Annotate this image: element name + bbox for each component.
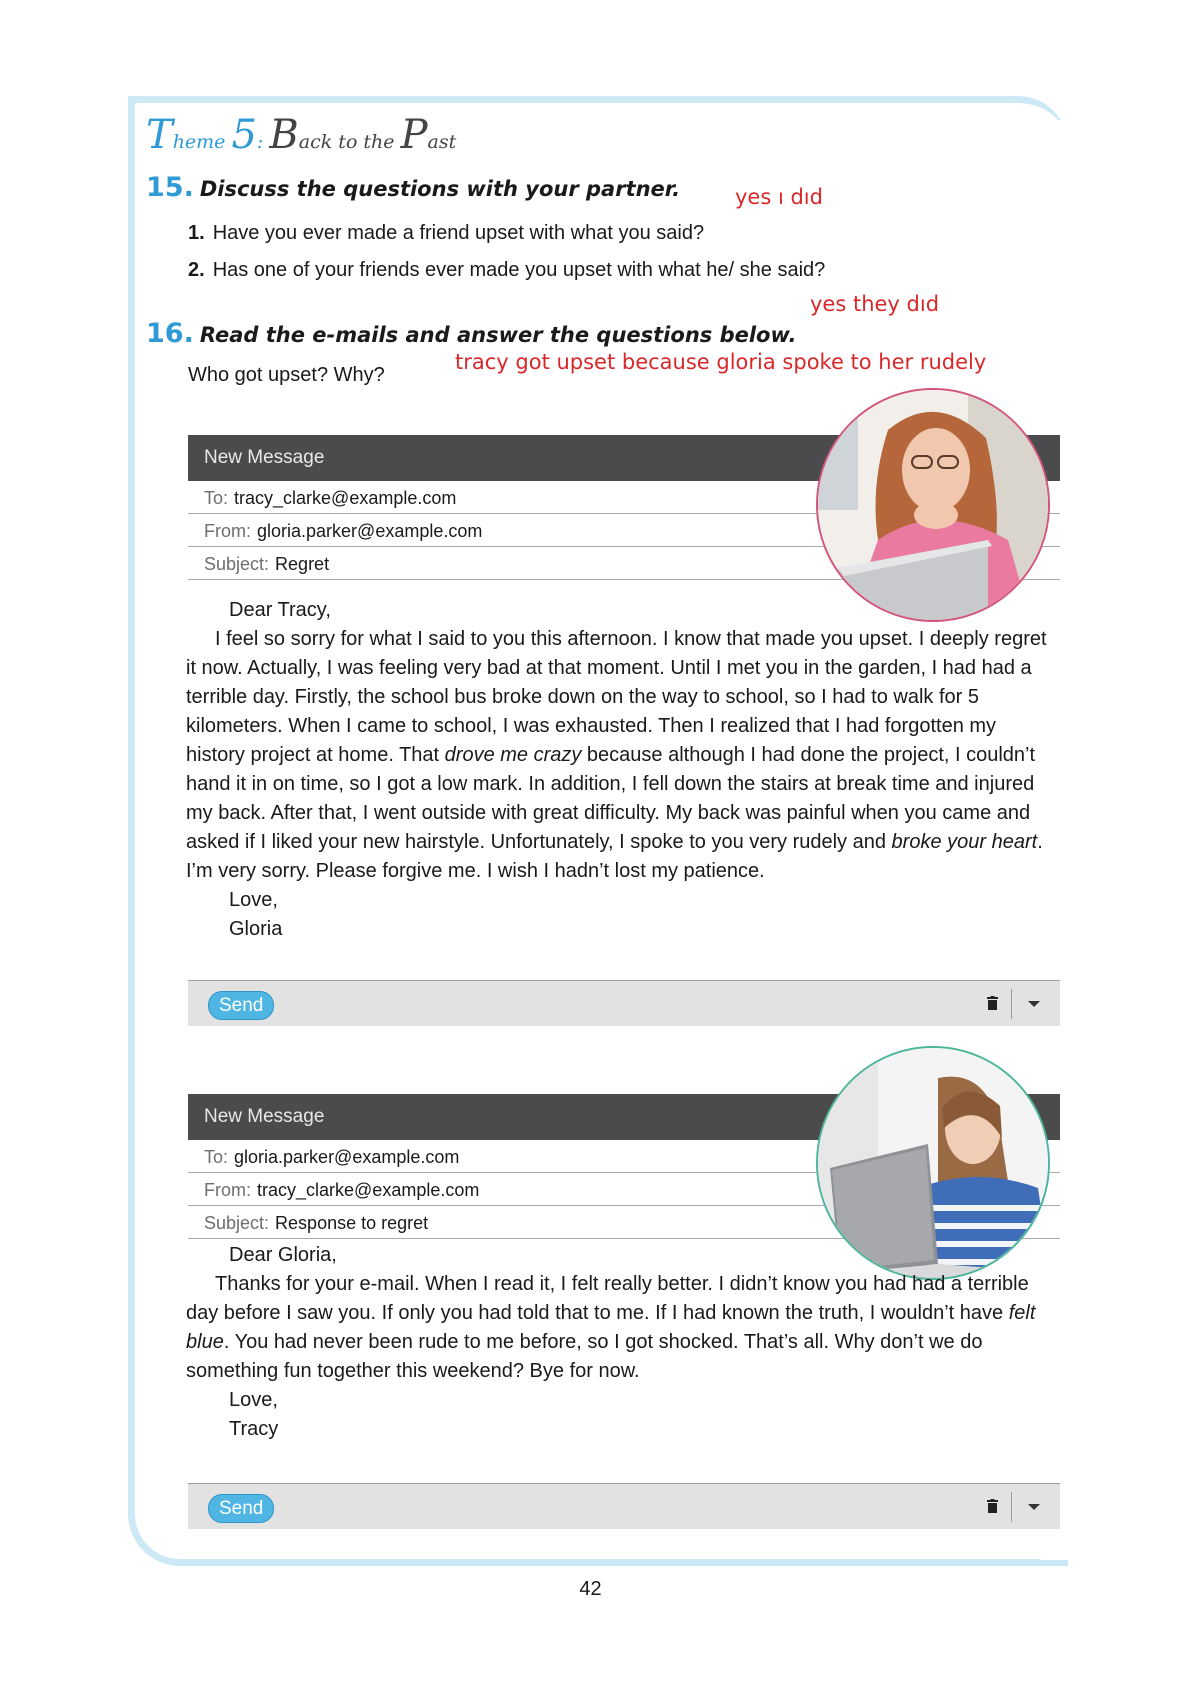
trash-icon[interactable] <box>987 1499 998 1513</box>
email-1-greeting: Dear Tracy, <box>229 599 331 621</box>
email-2-send-bar <box>188 1483 1060 1529</box>
question-15-item: 1. Have you ever made a friend upset with what you said? <box>188 222 705 244</box>
chevron-down-icon[interactable] <box>1028 1001 1040 1007</box>
question-15-heading: 15. Discuss the questions with your partner. <box>146 172 681 203</box>
email-1-from-field[interactable]: From: gloria.parker@example.com <box>188 515 1060 547</box>
theme-title: Theme 5: Back to the Past <box>146 112 457 158</box>
email-1-subject-field[interactable]: Subject: Regret <box>188 548 1060 580</box>
girl-at-laptop-image <box>818 390 1050 622</box>
email-2-signature: Tracy <box>229 1418 279 1440</box>
handwritten-answer-1: yes ı dıd <box>735 185 823 209</box>
email-1-closing: Love, <box>229 889 278 911</box>
email-1-body <box>186 596 1050 944</box>
email-2-body <box>186 1241 1050 1444</box>
email-2-greeting: Dear Gloria, <box>229 1244 337 1266</box>
email-1-to-field[interactable]: To: tracy_clarke@example.com <box>188 482 1060 514</box>
chevron-down-icon[interactable] <box>1028 1504 1040 1510</box>
photo-girl-pink <box>816 388 1050 622</box>
email-2-subject-field[interactable]: Subject: Response to regret <box>188 1207 1060 1239</box>
email-2-header: New Message <box>188 1094 1060 1140</box>
question-15-item: 2. Has one of your friends ever made you upset with what he/ she said? <box>188 259 826 281</box>
page-number: 42 <box>579 1578 602 1600</box>
email-1-send-button[interactable]: Send <box>208 991 274 1020</box>
email-2-to-field[interactable]: To: gloria.parker@example.com <box>188 1141 1060 1173</box>
email-1-send-bar <box>188 980 1060 1026</box>
email-1-signature: Gloria <box>229 918 283 940</box>
email-1-paragraph: I feel so sorry for what I said to you this afternoon. I know that made you upset. I deeply regret it now. Actually, I was feeling very bad at that moment. Until I met you in the garden, I had had a terrible day. Firstly, the school bus broke down on the way to school, so I had to walk for 5 kilometers. When I came to school, I was exhausted. Then I realized that I had forgotten my history project at home. That drove me crazy because although I had done the project, I couldn’t hand it in on time, so I got a low mark. In addition, I fell down the stairs at break time and injured my back. After that, I went outside with great difficulty. My back was painful when you came and asked if I liked your new hairstyle. Unfortunately, I spoke to you very rudely and broke your heart. I’m very sorry. Please forgive me. I wish I hadn’t lost my patience. <box>186 628 1047 882</box>
email-2-send-button[interactable]: Send <box>208 1494 274 1523</box>
email-2-from-field[interactable]: From: tracy_clarke@example.com <box>188 1174 1060 1206</box>
question-16-prompt: Who got upset? Why? <box>188 364 385 386</box>
email-2-closing: Love, <box>229 1389 278 1411</box>
trash-icon[interactable] <box>987 996 998 1010</box>
handwritten-answer-3: tracy got upset because gloria spoke to her rudely <box>455 350 987 374</box>
question-16-heading: 16. Read the e-mails and answer the questions below. <box>146 318 797 349</box>
email-1-header: New Message <box>188 435 1060 481</box>
handwritten-answer-2: yes they dıd <box>810 292 940 316</box>
email-2-paragraph: Thanks for your e-mail. When I read it, I felt really better. I didn’t know you had had a terrible day before I saw you. If only you had told that to me. If I had known the truth, I wouldn’t have felt blue. You had never been rude to me before, so I got shocked. That’s all. Why don’t we do something fun together this weekend? Bye for now. <box>186 1273 1036 1382</box>
